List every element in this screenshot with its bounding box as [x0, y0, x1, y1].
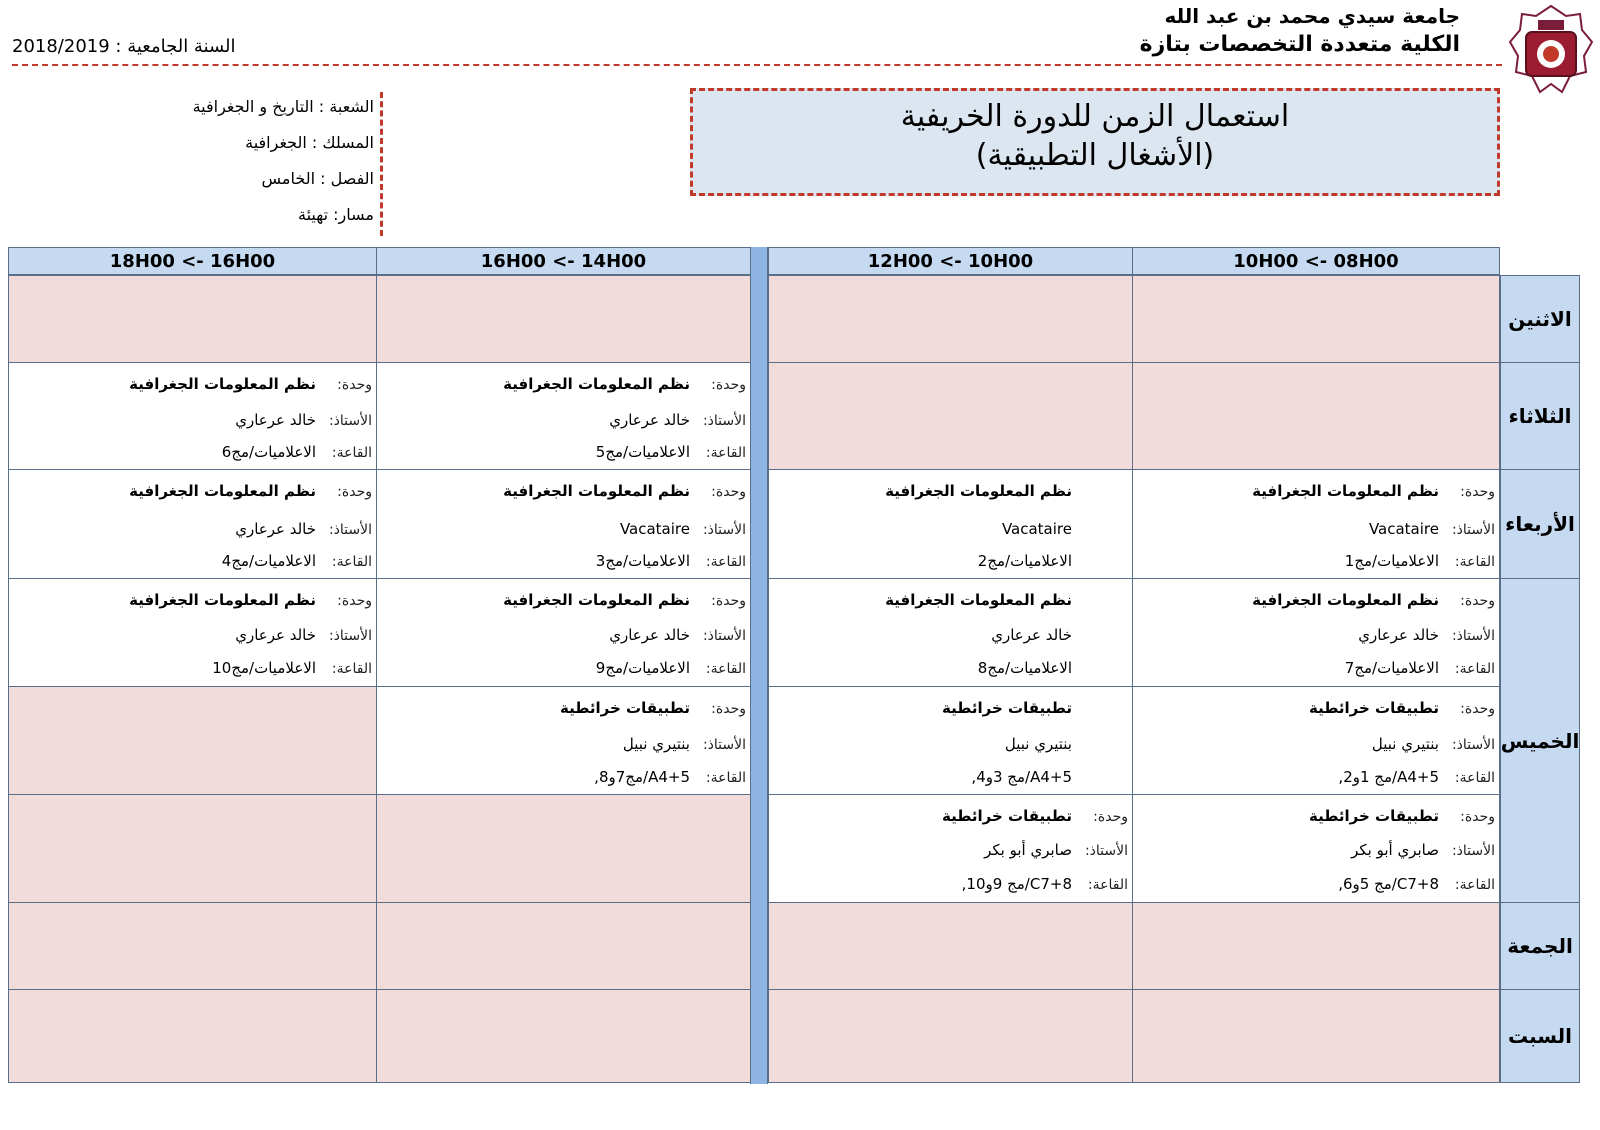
day-monday: الاثنين	[1500, 275, 1580, 363]
room-label: القاعة:	[705, 661, 746, 677]
session-thu2-14	[376, 686, 751, 795]
day-thursday: الخميس	[1500, 578, 1580, 903]
lunch-separator	[750, 247, 768, 1084]
room-label: القاعة:	[331, 445, 372, 461]
prof-label: الأستاذ:	[702, 737, 746, 753]
info-semester: الفصل : الخامس	[261, 169, 374, 188]
room-value: A4+5/مج 3و4,	[971, 768, 1072, 786]
room-value: الاعلاميات/مج2	[977, 552, 1072, 570]
cell-mon-08	[1132, 275, 1500, 363]
room-label: القاعة:	[705, 445, 746, 461]
unit-label: وحدة:	[337, 484, 372, 500]
session-thu1-14	[376, 578, 751, 687]
prof-value: بنتيري نبيل	[1004, 735, 1072, 753]
unit-value: نظم المعلومات الجغرافية	[503, 375, 690, 393]
unit-value: نظم المعلومات الجغرافية	[885, 482, 1072, 500]
info-track: المسلك : الجغرافية	[245, 133, 374, 152]
session-wed-08	[1132, 469, 1500, 579]
day-friday: الجمعة	[1500, 902, 1580, 990]
room-value: C7+8/مج 9و10,	[961, 875, 1072, 893]
info-path: مسار: تهيئة	[298, 205, 374, 224]
prof-label: الأستاذ:	[1451, 628, 1495, 644]
session-thu1-10	[768, 578, 1133, 687]
cell-fri-14	[376, 902, 751, 990]
room-label: القاعة:	[1454, 877, 1495, 893]
room-value: A4+5/مج7و8,	[594, 768, 690, 786]
title-line-2: (الأشغال التطبيقية)	[975, 138, 1215, 173]
prof-label: الأستاذ:	[702, 522, 746, 538]
prof-value: خالد عرعاري	[235, 626, 316, 644]
cell-sat-14	[376, 989, 751, 1083]
room-value: الاعلاميات/مج3	[595, 552, 690, 570]
unit-value: نظم المعلومات الجغرافية	[503, 591, 690, 609]
cell-thu3-16	[8, 794, 377, 903]
university-name: جامعة سيدي محمد بن عبد الله	[1164, 4, 1460, 28]
time-header-16-18: 18H00 <- 16H00	[8, 247, 377, 275]
prof-label: الأستاذ:	[702, 628, 746, 644]
prof-value: خالد عرعاري	[235, 411, 316, 429]
room-value: الاعلاميات/مج5	[595, 443, 690, 461]
room-label: القاعة:	[331, 661, 372, 677]
prof-value: خالد عرعاري	[235, 520, 316, 538]
room-value: A4+5/مج 1و2,	[1338, 768, 1439, 786]
room-label: القاعة:	[705, 770, 746, 786]
session-thu2-10	[768, 686, 1133, 795]
unit-label: وحدة:	[1460, 593, 1495, 609]
prof-value: Vacataire	[1001, 520, 1072, 538]
unit-label: وحدة:	[337, 377, 372, 393]
cell-sat-08	[1132, 989, 1500, 1083]
room-label: القاعة:	[705, 554, 746, 570]
room-value: الاعلاميات/مج6	[221, 443, 316, 461]
prof-label: الأستاذ:	[1451, 737, 1495, 753]
day-wednesday: الأربعاء	[1500, 469, 1580, 579]
title-box	[690, 88, 1500, 196]
session-wed-14	[376, 469, 751, 579]
cell-fri-16	[8, 902, 377, 990]
university-logo-icon	[1508, 2, 1594, 98]
room-value: الاعلاميات/مج7	[1344, 659, 1439, 677]
prof-value: بنتيري نبيل	[1371, 735, 1439, 753]
unit-value: نظم المعلومات الجغرافية	[129, 482, 316, 500]
session-wed-10	[768, 469, 1133, 579]
day-saturday: السبت	[1500, 989, 1580, 1083]
prof-value: Vacataire	[619, 520, 690, 538]
cell-fri-08	[1132, 902, 1500, 990]
room-value: الاعلاميات/مج10	[212, 659, 316, 677]
room-label: القاعة:	[1454, 661, 1495, 677]
prof-value: خالد عرعاري	[991, 626, 1072, 644]
prof-value: صابري أبو بكر	[1351, 841, 1439, 859]
unit-label: وحدة:	[711, 593, 746, 609]
cell-fri-10	[768, 902, 1133, 990]
session-tue-14	[376, 362, 751, 470]
cell-mon-10	[768, 275, 1133, 363]
room-label: القاعة:	[1087, 877, 1128, 893]
room-value: C7+8/مج 5و6,	[1338, 875, 1439, 893]
header-divider	[12, 64, 1502, 66]
cell-thu2-16	[8, 686, 377, 795]
cell-mon-16	[8, 275, 377, 363]
room-value: الاعلاميات/مج9	[595, 659, 690, 677]
prof-value: خالد عرعاري	[609, 626, 690, 644]
session-thu1-08	[1132, 578, 1500, 687]
time-header-10-12: 12H00 <- 10H00	[768, 247, 1133, 275]
prof-label: الأستاذ:	[1084, 843, 1128, 859]
title-line-1: استعمال الزمن للدورة الخريفية	[900, 99, 1290, 134]
unit-value: نظم المعلومات الجغرافية	[885, 591, 1072, 609]
prof-value: خالد عرعاري	[609, 411, 690, 429]
prof-value: صابري أبو بكر	[984, 841, 1072, 859]
unit-value: تطبيقات خرائطية	[560, 699, 690, 717]
unit-label: وحدة:	[711, 701, 746, 717]
cell-sat-16	[8, 989, 377, 1083]
unit-label: وحدة:	[711, 377, 746, 393]
time-header-14-16: 16H00 <- 14H00	[376, 247, 751, 275]
prof-label: الأستاذ:	[1451, 843, 1495, 859]
unit-label: وحدة:	[1460, 484, 1495, 500]
unit-label: وحدة:	[711, 484, 746, 500]
room-value: الاعلاميات/مج1	[1344, 552, 1439, 570]
session-tue-16	[8, 362, 377, 470]
prof-value: بنتيري نبيل	[622, 735, 690, 753]
prof-value: خالد عرعاري	[1358, 626, 1439, 644]
cell-thu3-14	[376, 794, 751, 903]
faculty-name: الكلية متعددة التخصصات بتازة	[1139, 32, 1460, 57]
prof-label: الأستاذ:	[1451, 522, 1495, 538]
unit-label: وحدة:	[1093, 809, 1128, 825]
unit-value: تطبيقات خرائطية	[942, 807, 1072, 825]
academic-year: السنة الجامعية : 2018/2019	[12, 36, 236, 57]
info-department: الشعبة : التاريخ و الجغرافية	[192, 97, 374, 116]
prof-label: الأستاذ:	[328, 413, 372, 429]
session-thu3-10	[768, 794, 1133, 903]
unit-value: تطبيقات خرائطية	[942, 699, 1072, 717]
cell-sat-10	[768, 989, 1133, 1083]
unit-value: نظم المعلومات الجغرافية	[129, 591, 316, 609]
room-value: الاعلاميات/مج4	[221, 552, 316, 570]
room-label: القاعة:	[1454, 770, 1495, 786]
room-label: القاعة:	[331, 554, 372, 570]
unit-value: نظم المعلومات الجغرافية	[1252, 482, 1439, 500]
session-wed-16	[8, 469, 377, 579]
unit-label: وحدة:	[1460, 701, 1495, 717]
room-label: القاعة:	[1454, 554, 1495, 570]
unit-value: تطبيقات خرائطية	[1309, 807, 1439, 825]
cell-tue-10	[768, 362, 1133, 470]
unit-value: نظم المعلومات الجغرافية	[503, 482, 690, 500]
unit-label: وحدة:	[337, 593, 372, 609]
day-tuesday: الثلاثاء	[1500, 362, 1580, 470]
time-header-08-10: 10H00 <- 08H00	[1132, 247, 1500, 275]
session-thu3-08	[1132, 794, 1500, 903]
prof-value: Vacataire	[1368, 520, 1439, 538]
prof-label: الأستاذ:	[702, 413, 746, 429]
prof-label: الأستاذ:	[328, 522, 372, 538]
unit-value: نظم المعلومات الجغرافية	[129, 375, 316, 393]
unit-label: وحدة:	[1460, 809, 1495, 825]
cell-mon-14	[376, 275, 751, 363]
prof-label: الأستاذ:	[328, 628, 372, 644]
session-thu1-16	[8, 578, 377, 687]
room-value: الاعلاميات/مج8	[977, 659, 1072, 677]
unit-value: تطبيقات خرائطية	[1309, 699, 1439, 717]
unit-value: نظم المعلومات الجغرافية	[1252, 591, 1439, 609]
session-thu2-08	[1132, 686, 1500, 795]
cell-tue-08	[1132, 362, 1500, 470]
program-info	[150, 92, 383, 236]
